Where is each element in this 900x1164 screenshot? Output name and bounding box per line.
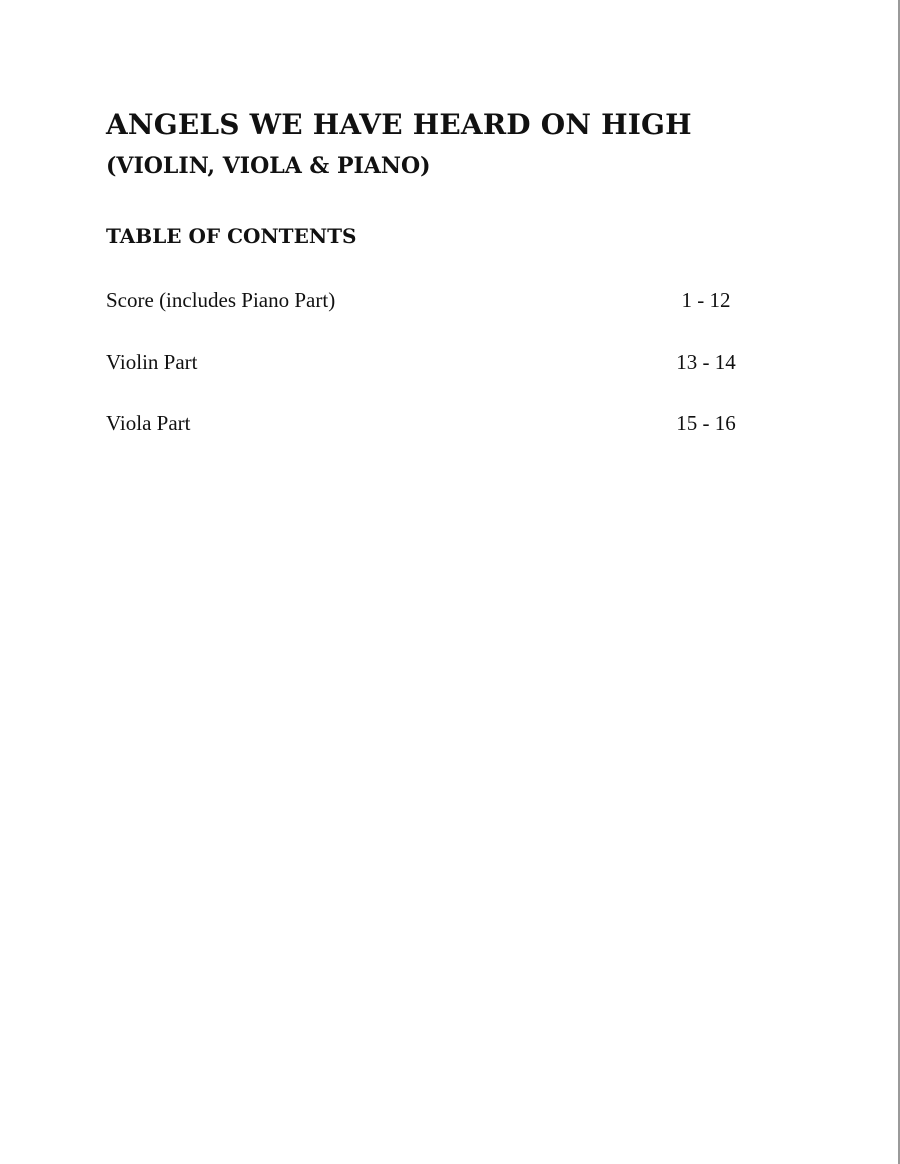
toc-heading: TABLE OF CONTENTS (106, 224, 357, 248)
toc-entry-viola (106, 411, 746, 439)
toc-entry-label: Score (includes Piano Part) (106, 288, 336, 312)
toc-entry-pages: 13 - 14 (676, 350, 736, 374)
toc-entry-label: Viola Part (106, 411, 191, 435)
toc-entry-score (106, 288, 746, 316)
toc-entry-label: Violin Part (106, 350, 198, 374)
document-title: ANGELS WE HAVE HEARD ON HIGH (106, 108, 692, 141)
document-subtitle: (VIOLIN, VIOLA & PIANO) (106, 153, 431, 179)
toc-entry-pages: 15 - 16 (676, 411, 736, 435)
toc-entry-pages: 1 - 12 (681, 288, 731, 312)
toc-entry-violin (106, 350, 746, 378)
